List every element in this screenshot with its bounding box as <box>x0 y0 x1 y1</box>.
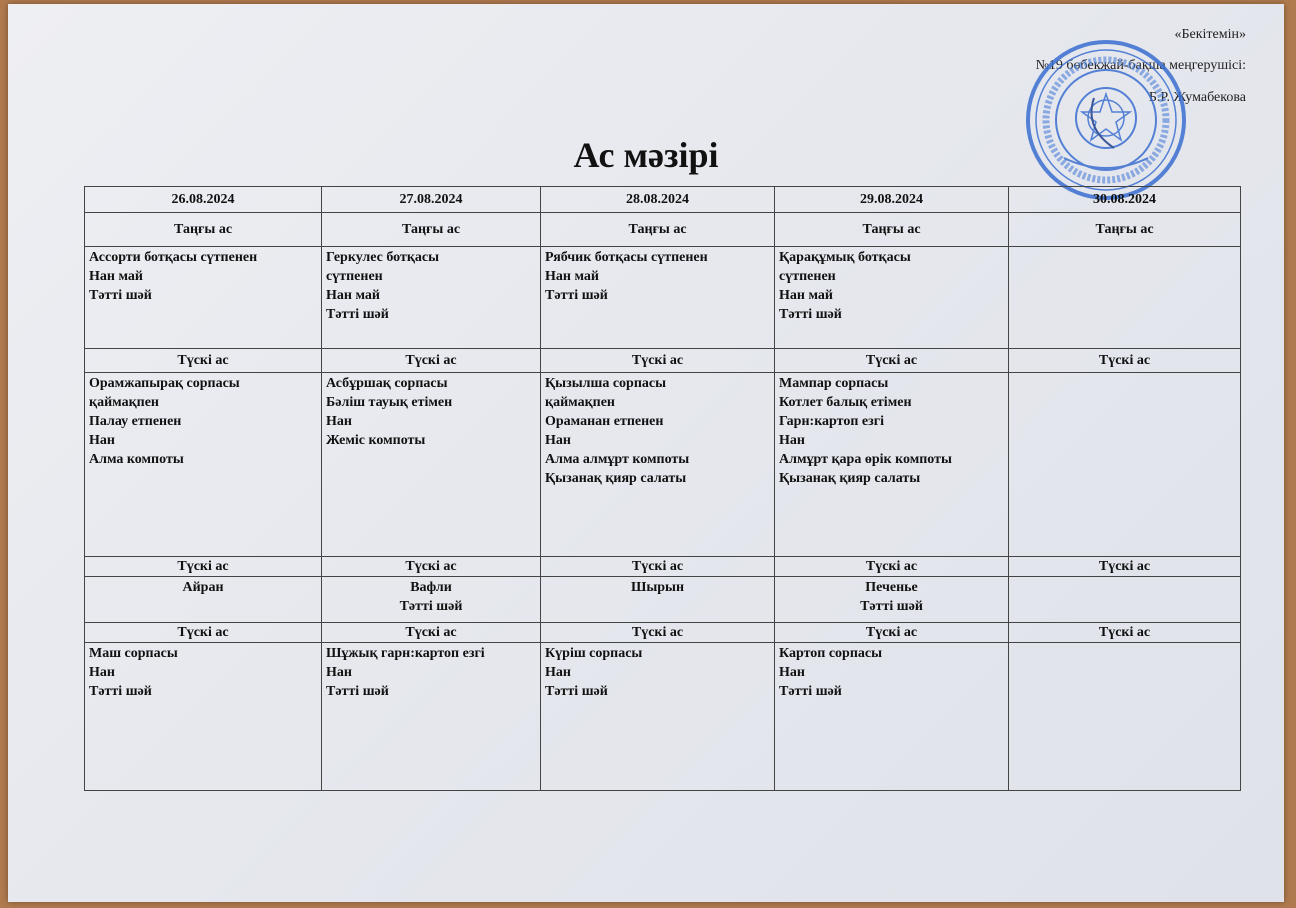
meal-header-row <box>85 349 1241 373</box>
dish-item: Қызылша сорпасы <box>545 376 667 391</box>
meal-header-row <box>85 213 1241 247</box>
meal-items-row <box>85 577 1241 623</box>
day-menu-cell <box>1009 577 1241 623</box>
dish-item: Тәтті шәй <box>545 684 608 699</box>
meal-name-cell: Түскі ас <box>322 557 541 577</box>
dish-item: Бәліш тауық етімен <box>326 395 453 410</box>
dish-item: Айран <box>182 580 224 595</box>
dish-item: Нан <box>326 665 352 680</box>
day-menu-cell <box>775 247 1009 349</box>
meal-name-cell: Таңғы ас <box>541 213 775 247</box>
meal-name-cell: Түскі ас <box>322 349 541 373</box>
dish-item: Тәтті шәй <box>779 684 842 699</box>
dish-item: Вафли <box>410 580 452 595</box>
dish-item: Картоп сорпасы <box>779 646 883 661</box>
dish-item: Нан май <box>326 288 380 303</box>
meal-name-cell: Түскі ас <box>541 623 775 643</box>
date-cell: 26.08.2024 <box>85 187 322 213</box>
day-menu-cell <box>541 247 775 349</box>
meal-name-cell: Түскі ас <box>775 349 1009 373</box>
day-menu-cell <box>322 577 541 623</box>
dish-item: Ассорти ботқасы сүтпенен <box>89 250 258 265</box>
dish-item: Алмұрт қара өрік компоты <box>779 452 952 467</box>
dish-item: Алма компоты <box>89 452 184 467</box>
dish-item: Нан <box>89 665 115 680</box>
dish-item: Геркулес ботқасы <box>326 250 440 265</box>
meal-items-row <box>85 247 1241 349</box>
meal-name-cell: Түскі ас <box>541 349 775 373</box>
meal-items-row <box>85 643 1241 791</box>
meal-name-cell: Түскі ас <box>1009 349 1241 373</box>
dish-item: Тәтті шәй <box>89 684 152 699</box>
dish-item: Жеміс компоты <box>326 433 426 448</box>
day-menu-cell <box>85 643 322 791</box>
day-menu-cell <box>775 577 1009 623</box>
meal-name-cell: Түскі ас <box>1009 623 1241 643</box>
dish-item: сүтпенен <box>326 269 383 284</box>
meal-items-row <box>85 373 1241 557</box>
dish-item: Тәтті шәй <box>89 288 152 303</box>
dish-item: Нан <box>89 433 115 448</box>
menu-table <box>84 186 1241 791</box>
dish-item: Гарн:картоп езгі <box>779 414 884 429</box>
dish-item: Нан <box>779 433 805 448</box>
meal-name-cell: Түскі ас <box>85 349 322 373</box>
day-menu-cell <box>775 373 1009 557</box>
page-title: Ас мәзірі <box>573 135 719 175</box>
dish-item: Тәтті шәй <box>326 684 389 699</box>
dish-item: Нан <box>326 414 352 429</box>
dish-item: Тәтті шәй <box>326 307 389 322</box>
meal-name-cell: Таңғы ас <box>322 213 541 247</box>
dish-item: Рябчик ботқасы сүтпенен <box>545 250 708 265</box>
dish-item: Палау етпенен <box>89 414 182 429</box>
dish-item: Печенье <box>865 580 918 595</box>
date-cell: 28.08.2024 <box>541 187 775 213</box>
date-cell: 29.08.2024 <box>775 187 1009 213</box>
day-menu-cell <box>322 643 541 791</box>
meal-name-cell: Түскі ас <box>85 623 322 643</box>
dish-item: Шұжық гарн:картоп езгі <box>326 646 485 661</box>
dish-item: Маш сорпасы <box>89 646 178 661</box>
approval-signer: Б.Р. Жумабекова <box>1148 90 1246 105</box>
menu-sections <box>85 213 1241 791</box>
dish-item: Нан май <box>545 269 599 284</box>
meal-name-cell: Түскі ас <box>541 557 775 577</box>
dish-item: Тәтті шәй <box>779 307 842 322</box>
dish-item: Қызанақ қияр салаты <box>779 471 921 486</box>
day-menu-cell <box>1009 247 1241 349</box>
day-menu-cell <box>1009 373 1241 557</box>
meal-name-cell: Түскі ас <box>775 623 1009 643</box>
dish-item: Нан <box>779 665 805 680</box>
dish-item: Орамжапырақ сорпасы <box>89 376 240 391</box>
meal-name-cell: Түскі ас <box>322 623 541 643</box>
dish-item: Қарақұмық ботқасы <box>779 250 911 265</box>
meal-name-cell: Түскі ас <box>1009 557 1241 577</box>
dish-item: Котлет балық етімен <box>779 395 912 410</box>
approval-heading: «Бекітемін» <box>1174 27 1246 42</box>
dish-item: қаймақпен <box>89 395 159 410</box>
dish-item: сүтпенен <box>779 269 836 284</box>
dish-item: Нан май <box>779 288 833 303</box>
day-menu-cell <box>775 643 1009 791</box>
dish-item: Күріш сорпасы <box>545 646 643 661</box>
date-cell: 30.08.2024 <box>1009 187 1241 213</box>
day-menu-cell <box>322 247 541 349</box>
dish-item: Нан <box>545 665 571 680</box>
day-menu-cell <box>85 247 322 349</box>
day-menu-cell <box>322 373 541 557</box>
approval-position: №19 бөбекжай-бақша меңгерушісі: <box>1035 58 1246 73</box>
meal-name-cell: Таңғы ас <box>1009 213 1241 247</box>
day-menu-cell <box>85 373 322 557</box>
meal-header-row <box>85 557 1241 577</box>
dish-item: Ораманан етпенен <box>545 414 664 429</box>
dish-item: Мампар сорпасы <box>779 376 889 391</box>
dish-item: қаймақпен <box>545 395 615 410</box>
dates-row <box>85 187 1241 213</box>
dish-item: Нан май <box>89 269 143 284</box>
day-menu-cell <box>541 577 775 623</box>
day-menu-cell <box>541 373 775 557</box>
meal-header-row <box>85 623 1241 643</box>
dish-item: Алма алмұрт компоты <box>545 452 690 467</box>
date-cell: 27.08.2024 <box>322 187 541 213</box>
meal-name-cell: Таңғы ас <box>775 213 1009 247</box>
day-menu-cell <box>85 577 322 623</box>
dish-item: Тәтті шәй <box>545 288 608 303</box>
dish-item: Тәтті шәй <box>399 599 463 614</box>
meal-name-cell: Түскі ас <box>85 557 322 577</box>
meal-name-cell: Түскі ас <box>775 557 1009 577</box>
dish-item: Нан <box>545 433 571 448</box>
meal-name-cell: Таңғы ас <box>85 213 322 247</box>
day-menu-cell <box>1009 643 1241 791</box>
day-menu-cell <box>541 643 775 791</box>
dish-item: Асбұршақ сорпасы <box>326 376 448 391</box>
official-seal-stamp <box>1024 38 1188 202</box>
dish-item: Тәтті шәй <box>860 599 923 614</box>
dish-item: Қызанақ қияр салаты <box>545 471 687 486</box>
dish-item: Шырын <box>630 580 685 595</box>
